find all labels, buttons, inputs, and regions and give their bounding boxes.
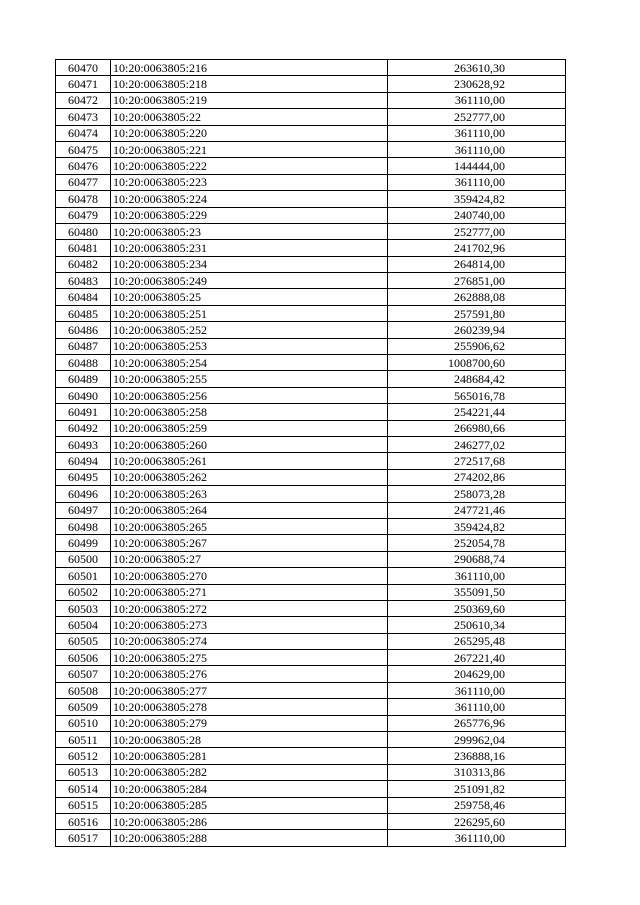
cadastral-number-cell: 10:20:0063805:256	[111, 387, 388, 403]
cadastral-number-cell: 10:20:0063805:220	[111, 125, 388, 141]
cadastral-number-cell: 10:20:0063805:231	[111, 240, 388, 256]
table-body	[56, 60, 566, 847]
value-cell: 359424,82	[388, 191, 566, 207]
cadastral-number-cell: 10:20:0063805:277	[111, 682, 388, 698]
cadastral-number-cell: 10:20:0063805:229	[111, 207, 388, 223]
row-number-cell: 60478	[56, 191, 111, 207]
table-row	[56, 109, 566, 125]
row-number-cell: 60476	[56, 158, 111, 174]
row-number-cell: 60490	[56, 387, 111, 403]
table-row	[56, 141, 566, 157]
row-number-cell: 60500	[56, 551, 111, 567]
cadastral-number-cell: 10:20:0063805:28	[111, 732, 388, 748]
cadastral-number-cell: 10:20:0063805:219	[111, 92, 388, 108]
cadastral-number-cell: 10:20:0063805:224	[111, 191, 388, 207]
table-row	[56, 813, 566, 829]
cadastral-number-cell: 10:20:0063805:22	[111, 109, 388, 125]
cadastral-number-cell: 10:20:0063805:270	[111, 568, 388, 584]
cadastral-number-cell: 10:20:0063805:261	[111, 453, 388, 469]
row-number-cell: 60514	[56, 781, 111, 797]
value-cell: 361110,00	[388, 92, 566, 108]
value-cell: 260239,94	[388, 322, 566, 338]
table-row	[56, 535, 566, 551]
cadastral-number-cell: 10:20:0063805:253	[111, 338, 388, 354]
row-number-cell: 60498	[56, 518, 111, 534]
value-cell: 276851,00	[388, 273, 566, 289]
table-row	[56, 207, 566, 223]
value-cell: 1008700,60	[388, 355, 566, 371]
cadastral-number-cell: 10:20:0063805:27	[111, 551, 388, 567]
table-row	[56, 60, 566, 76]
table-row	[56, 158, 566, 174]
cadastral-number-cell: 10:20:0063805:278	[111, 699, 388, 715]
table-row	[56, 600, 566, 616]
value-cell: 257591,80	[388, 305, 566, 321]
cadastral-number-cell: 10:20:0063805:276	[111, 666, 388, 682]
table-row	[56, 830, 566, 846]
value-cell: 258073,28	[388, 486, 566, 502]
value-cell: 262888,08	[388, 289, 566, 305]
table-row	[56, 404, 566, 420]
value-cell: 265295,48	[388, 633, 566, 649]
table-row	[56, 256, 566, 272]
table-row	[56, 732, 566, 748]
row-number-cell: 60494	[56, 453, 111, 469]
row-number-cell: 60501	[56, 568, 111, 584]
row-number-cell: 60505	[56, 633, 111, 649]
table-row	[56, 289, 566, 305]
row-number-cell: 60493	[56, 436, 111, 452]
row-number-cell: 60472	[56, 92, 111, 108]
row-number-cell: 60481	[56, 240, 111, 256]
row-number-cell: 60516	[56, 813, 111, 829]
row-number-cell: 60513	[56, 764, 111, 780]
cadastral-number-cell: 10:20:0063805:275	[111, 650, 388, 666]
row-number-cell: 60475	[56, 141, 111, 157]
row-number-cell: 60507	[56, 666, 111, 682]
table-row	[56, 518, 566, 534]
value-cell: 361110,00	[388, 174, 566, 190]
row-number-cell: 60479	[56, 207, 111, 223]
row-number-cell: 60474	[56, 125, 111, 141]
row-number-cell: 60485	[56, 305, 111, 321]
cadastral-number-cell: 10:20:0063805:264	[111, 502, 388, 518]
value-cell: 240740,00	[388, 207, 566, 223]
cadastral-number-cell: 10:20:0063805:281	[111, 748, 388, 764]
cadastral-number-cell: 10:20:0063805:249	[111, 273, 388, 289]
value-cell: 361110,00	[388, 682, 566, 698]
table-row	[56, 371, 566, 387]
row-number-cell: 60515	[56, 797, 111, 813]
value-cell: 246277,02	[388, 436, 566, 452]
row-number-cell: 60486	[56, 322, 111, 338]
cadastral-number-cell: 10:20:0063805:274	[111, 633, 388, 649]
row-number-cell: 60489	[56, 371, 111, 387]
value-cell: 359424,82	[388, 518, 566, 534]
table-row	[56, 76, 566, 92]
value-cell: 272517,68	[388, 453, 566, 469]
value-cell: 241702,96	[388, 240, 566, 256]
table-row	[56, 797, 566, 813]
row-number-cell: 60471	[56, 76, 111, 92]
table-row	[56, 682, 566, 698]
row-number-cell: 60502	[56, 584, 111, 600]
row-number-cell: 60512	[56, 748, 111, 764]
cadastral-number-cell: 10:20:0063805:221	[111, 141, 388, 157]
value-cell: 204629,00	[388, 666, 566, 682]
cadastral-number-cell: 10:20:0063805:288	[111, 830, 388, 846]
table-row	[56, 453, 566, 469]
table-row	[56, 584, 566, 600]
value-cell: 248684,42	[388, 371, 566, 387]
table-row	[56, 699, 566, 715]
value-cell: 267221,40	[388, 650, 566, 666]
value-cell: 361110,00	[388, 125, 566, 141]
row-number-cell: 60477	[56, 174, 111, 190]
value-cell: 252777,00	[388, 223, 566, 239]
row-number-cell: 60509	[56, 699, 111, 715]
table-row	[56, 617, 566, 633]
table-row	[56, 273, 566, 289]
cadastral-number-cell: 10:20:0063805:25	[111, 289, 388, 305]
table-row	[56, 305, 566, 321]
table-row	[56, 191, 566, 207]
table-row	[56, 633, 566, 649]
row-number-cell: 60492	[56, 420, 111, 436]
value-cell: 265776,96	[388, 715, 566, 731]
table-row	[56, 502, 566, 518]
cadastral-number-cell: 10:20:0063805:263	[111, 486, 388, 502]
cadastral-number-cell: 10:20:0063805:252	[111, 322, 388, 338]
table-row	[56, 355, 566, 371]
row-number-cell: 60511	[56, 732, 111, 748]
row-number-cell: 60470	[56, 60, 111, 76]
data-table	[55, 59, 566, 847]
row-number-cell: 60517	[56, 830, 111, 846]
table-row	[56, 748, 566, 764]
cadastral-number-cell: 10:20:0063805:272	[111, 600, 388, 616]
cadastral-number-cell: 10:20:0063805:262	[111, 469, 388, 485]
table-row	[56, 715, 566, 731]
cadastral-number-cell: 10:20:0063805:271	[111, 584, 388, 600]
cadastral-number-cell: 10:20:0063805:273	[111, 617, 388, 633]
row-number-cell: 60506	[56, 650, 111, 666]
cadastral-number-cell: 10:20:0063805:285	[111, 797, 388, 813]
table-row	[56, 764, 566, 780]
value-cell: 264814,00	[388, 256, 566, 272]
cadastral-number-cell: 10:20:0063805:286	[111, 813, 388, 829]
value-cell: 310313,86	[388, 764, 566, 780]
row-number-cell: 60473	[56, 109, 111, 125]
table-row	[56, 486, 566, 502]
value-cell: 355091,50	[388, 584, 566, 600]
value-cell: 230628,92	[388, 76, 566, 92]
cadastral-number-cell: 10:20:0063805:216	[111, 60, 388, 76]
row-number-cell: 60504	[56, 617, 111, 633]
row-number-cell: 60497	[56, 502, 111, 518]
cadastral-number-cell: 10:20:0063805:223	[111, 174, 388, 190]
value-cell: 247721,46	[388, 502, 566, 518]
value-cell: 252054,78	[388, 535, 566, 551]
row-number-cell: 60495	[56, 469, 111, 485]
row-number-cell: 60491	[56, 404, 111, 420]
table-row	[56, 174, 566, 190]
row-number-cell: 60499	[56, 535, 111, 551]
cadastral-number-cell: 10:20:0063805:260	[111, 436, 388, 452]
row-number-cell: 60510	[56, 715, 111, 731]
value-cell: 263610,30	[388, 60, 566, 76]
cadastral-number-cell: 10:20:0063805:265	[111, 518, 388, 534]
row-number-cell: 60482	[56, 256, 111, 272]
cadastral-number-cell: 10:20:0063805:284	[111, 781, 388, 797]
row-number-cell: 60484	[56, 289, 111, 305]
cadastral-number-cell: 10:20:0063805:234	[111, 256, 388, 272]
row-number-cell: 60488	[56, 355, 111, 371]
table-row	[56, 469, 566, 485]
value-cell: 255906,62	[388, 338, 566, 354]
value-cell: 144444,00	[388, 158, 566, 174]
table-row	[56, 125, 566, 141]
cadastral-number-cell: 10:20:0063805:259	[111, 420, 388, 436]
table-row	[56, 387, 566, 403]
cadastral-number-cell: 10:20:0063805:279	[111, 715, 388, 731]
cadastral-number-cell: 10:20:0063805:282	[111, 764, 388, 780]
cadastral-number-cell: 10:20:0063805:23	[111, 223, 388, 239]
table-row	[56, 420, 566, 436]
row-number-cell: 60480	[56, 223, 111, 239]
cadastral-number-cell: 10:20:0063805:255	[111, 371, 388, 387]
cadastral-number-cell: 10:20:0063805:251	[111, 305, 388, 321]
table-row	[56, 781, 566, 797]
cadastral-number-cell: 10:20:0063805:267	[111, 535, 388, 551]
table-row	[56, 551, 566, 567]
value-cell: 254221,44	[388, 404, 566, 420]
value-cell: 252777,00	[388, 109, 566, 125]
table-row	[56, 92, 566, 108]
cadastral-number-cell: 10:20:0063805:222	[111, 158, 388, 174]
value-cell: 565016,78	[388, 387, 566, 403]
value-cell: 290688,74	[388, 551, 566, 567]
value-cell: 259758,46	[388, 797, 566, 813]
value-cell: 251091,82	[388, 781, 566, 797]
row-number-cell: 60483	[56, 273, 111, 289]
value-cell: 361110,00	[388, 568, 566, 584]
cadastral-number-cell: 10:20:0063805:258	[111, 404, 388, 420]
value-cell: 361110,00	[388, 699, 566, 715]
value-cell: 250610,34	[388, 617, 566, 633]
row-number-cell: 60496	[56, 486, 111, 502]
value-cell: 361110,00	[388, 141, 566, 157]
table-row	[56, 322, 566, 338]
value-cell: 361110,00	[388, 830, 566, 846]
table-row	[56, 338, 566, 354]
table-row	[56, 240, 566, 256]
table-row	[56, 223, 566, 239]
cadastral-number-cell: 10:20:0063805:218	[111, 76, 388, 92]
table-row	[56, 436, 566, 452]
value-cell: 226295,60	[388, 813, 566, 829]
table-row	[56, 650, 566, 666]
table-row	[56, 666, 566, 682]
row-number-cell: 60503	[56, 600, 111, 616]
cadastral-number-cell: 10:20:0063805:254	[111, 355, 388, 371]
table-row	[56, 568, 566, 584]
value-cell: 266980,66	[388, 420, 566, 436]
value-cell: 236888,16	[388, 748, 566, 764]
value-cell: 274202,86	[388, 469, 566, 485]
value-cell: 299962,04	[388, 732, 566, 748]
row-number-cell: 60508	[56, 682, 111, 698]
row-number-cell: 60487	[56, 338, 111, 354]
value-cell: 250369,60	[388, 600, 566, 616]
